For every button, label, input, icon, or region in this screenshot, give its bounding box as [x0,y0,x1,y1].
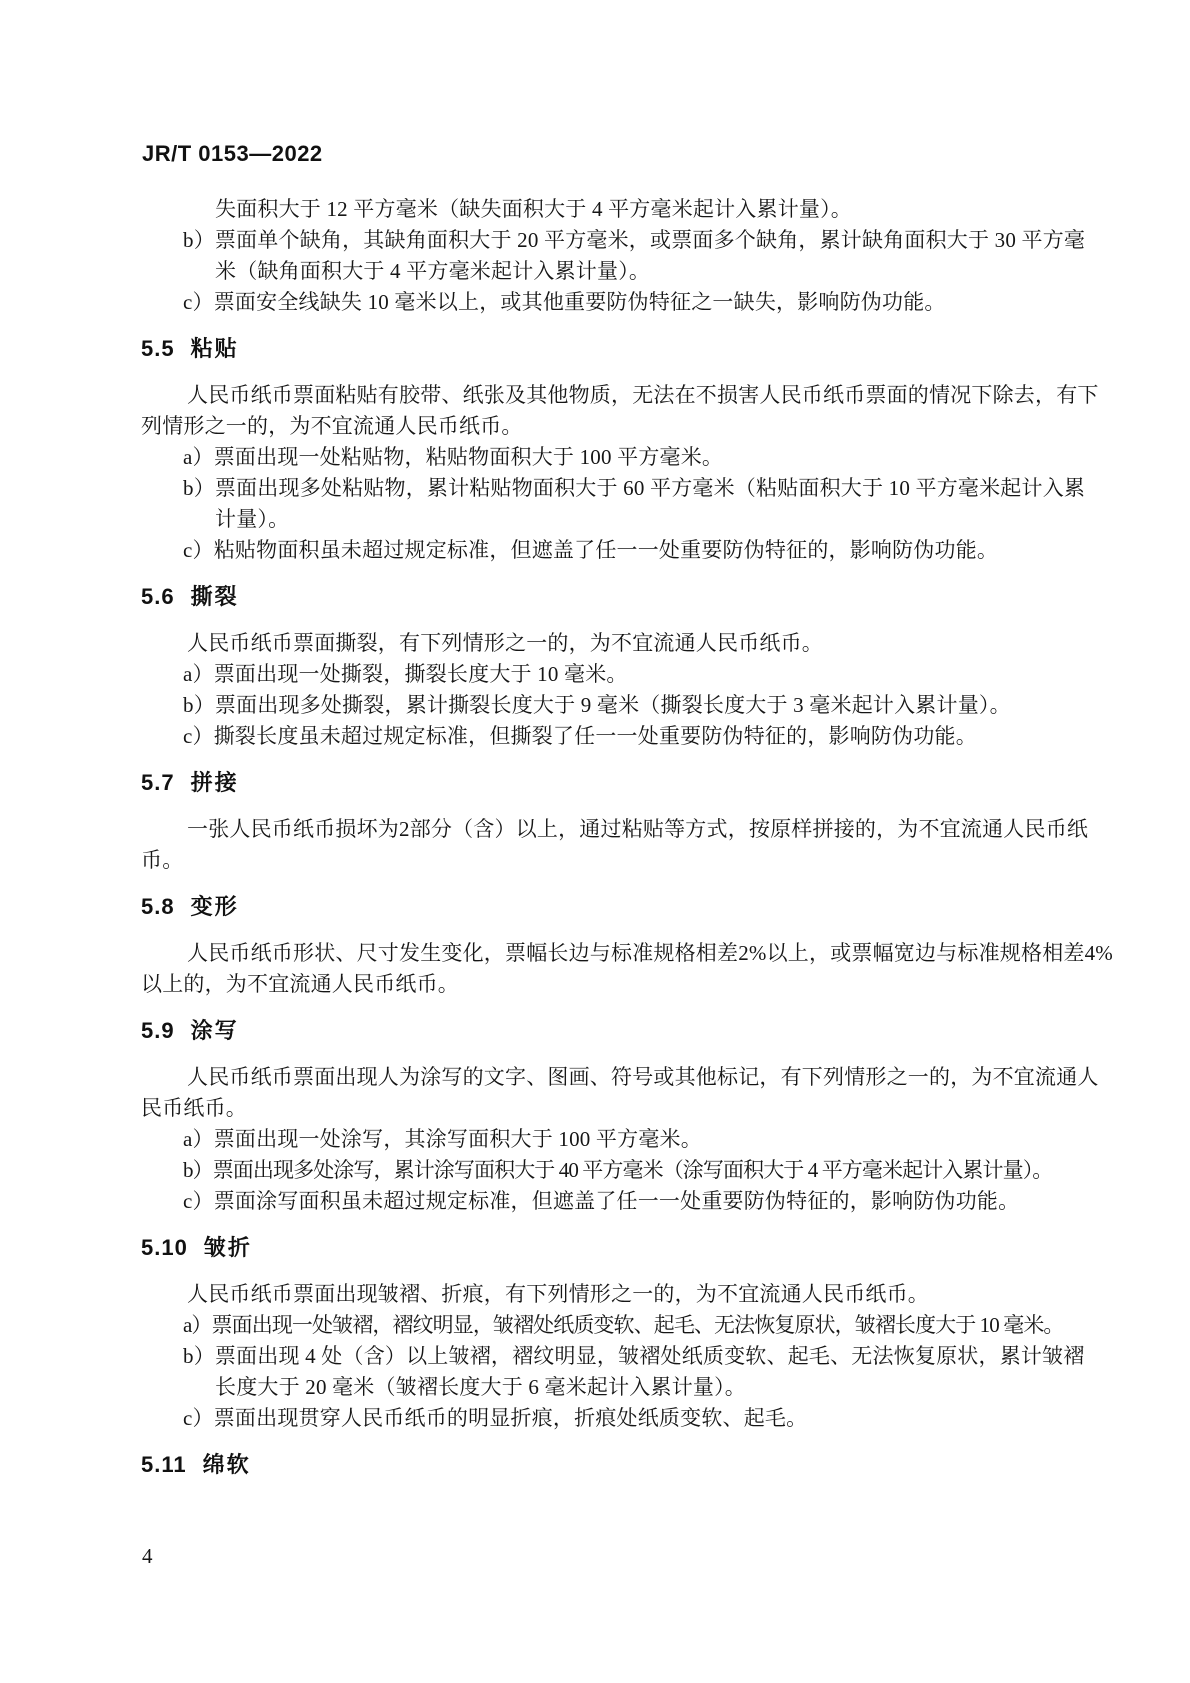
section-heading [141,336,1075,362]
list-item-line: a）票面出现一处涂写，其涂写面积大于 100 平方毫米。 [183,1127,702,1151]
heading-title: 拼接 [190,770,239,795]
list-item-line: a）票面出现一处皱褶，褶纹明显，皱褶处纸质变软、起毛、无法恢复原状，皱褶长度大于 10 毫米。 [183,1313,1064,1337]
section-heading [141,1235,1075,1261]
list-item-line: c）票面出现贯穿人民币纸币的明显折痕，折痕处纸质变软、起毛。 [183,1406,808,1430]
heading-number: 5.10 [141,1235,188,1260]
list-item-line: c）票面安全线缺失 10 毫米以上，或其他重要防伪特征之一缺失，影响防伪功能。 [183,290,946,314]
page-number: 4 [142,1544,153,1568]
heading-number: 5.7 [141,770,175,795]
heading-number: 5.6 [141,584,175,609]
heading-number: 5.8 [141,894,175,919]
section-heading [141,1452,1075,1478]
paragraph-line: 人民币纸币票面撕裂，有下列情形之一的，为不宜流通人民币纸币。 [187,631,823,655]
list-item-line: c）票面涂写面积虽未超过规定标准，但遮盖了任一一处重要防伪特征的，影响防伪功能。 [183,1189,1020,1213]
paragraph-line: 币。 [141,848,184,872]
list-item-line: a）票面出现一处粘贴物，粘贴物面积大于 100 平方毫米。 [183,445,724,469]
list-continuation-line: 计量）。 [215,507,290,531]
list-item-line: b）票面出现 4 处（含）以上皱褶，褶纹明显，皱褶处纸质变软、起毛、无法恢复原状，累计皱褶 [183,1344,1085,1368]
section-heading [141,584,1075,610]
document-content [141,194,1113,1496]
heading-title: 粘贴 [190,336,239,361]
heading-title: 皱折 [203,1235,252,1260]
heading-number: 5.5 [141,336,175,361]
heading-number: 5.9 [141,1018,175,1043]
heading-title: 绵软 [202,1452,251,1477]
list-item-line: b）票面单个缺角，其缺角面积大于 20 平方毫米，或票面多个缺角，累计缺角面积大于 30 平方毫 [183,228,1086,252]
heading-title: 变形 [190,894,239,919]
heading-title: 撕裂 [190,584,239,609]
heading-number: 5.11 [141,1452,187,1477]
paragraph-line: 列情形之一的，为不宜流通人民币纸币。 [141,414,523,438]
paragraph-line: 人民币纸币形状、尺寸发生变化，票幅长边与标准规格相差2%以上，或票幅宽边与标准规格相差4% [187,941,1113,965]
list-item-line: c）粘贴物面积虽未超过规定标准，但遮盖了任一一处重要防伪特征的，影响防伪功能。 [183,538,999,562]
list-item-line: b）票面出现多处粘贴物，累计粘贴物面积大于 60 平方毫米（粘贴面积大于 10 平方毫米起计入累 [183,476,1086,500]
list-item-line: c）撕裂长度虽未超过规定标准，但撕裂了任一一处重要防伪特征的，影响防伪功能。 [183,724,977,748]
list-item-line: a）票面出现一处撕裂，撕裂长度大于 10 毫米。 [183,662,628,686]
paragraph-line: 一张人民币纸币损坏为2部分（含）以上，通过粘贴等方式，按原样拼接的，为不宜流通人民币纸 [187,817,1089,841]
paragraph-line: 人民币纸币票面粘贴有胶带、纸张及其他物质，无法在不损害人民币纸币票面的情况下除去，有下 [187,383,1099,407]
paragraph-line: 人民币纸币票面出现皱褶、折痕，有下列情形之一的，为不宜流通人民币纸币。 [187,1282,929,1306]
paragraph-line: 民币纸币。 [141,1096,247,1120]
paragraph-line: 以上的，为不宜流通人民币纸币。 [141,972,459,996]
section-heading [141,770,1075,796]
paragraph-line: 人民币纸币票面出现人为涂写的文字、图画、符号或其他标记，有下列情形之一的，为不宜流通人 [187,1065,1099,1089]
heading-title: 涂写 [190,1018,239,1043]
list-item-line: b）票面出现多处涂写，累计涂写面积大于 40 平方毫米（涂写面积大于 4 平方毫米起计入累计量）。 [183,1158,1053,1182]
section-heading [141,894,1075,920]
list-continuation-line: 失面积大于 12 平方毫米（缺失面积大于 4 平方毫米起计入累计量）。 [215,197,852,221]
list-continuation-line: 米（缺角面积大于 4 平方毫米起计入累计量）。 [215,259,651,283]
list-item-line: b）票面出现多处撕裂，累计撕裂长度大于 9 毫米（撕裂长度大于 3 毫米起计入累计量）。 [183,693,1011,717]
section-heading [141,1018,1075,1044]
standard-number: JR/T 0153—2022 [142,141,323,166]
list-continuation-line: 长度大于 20 毫米（皱褶长度大于 6 毫米起计入累计量）。 [215,1375,746,1399]
